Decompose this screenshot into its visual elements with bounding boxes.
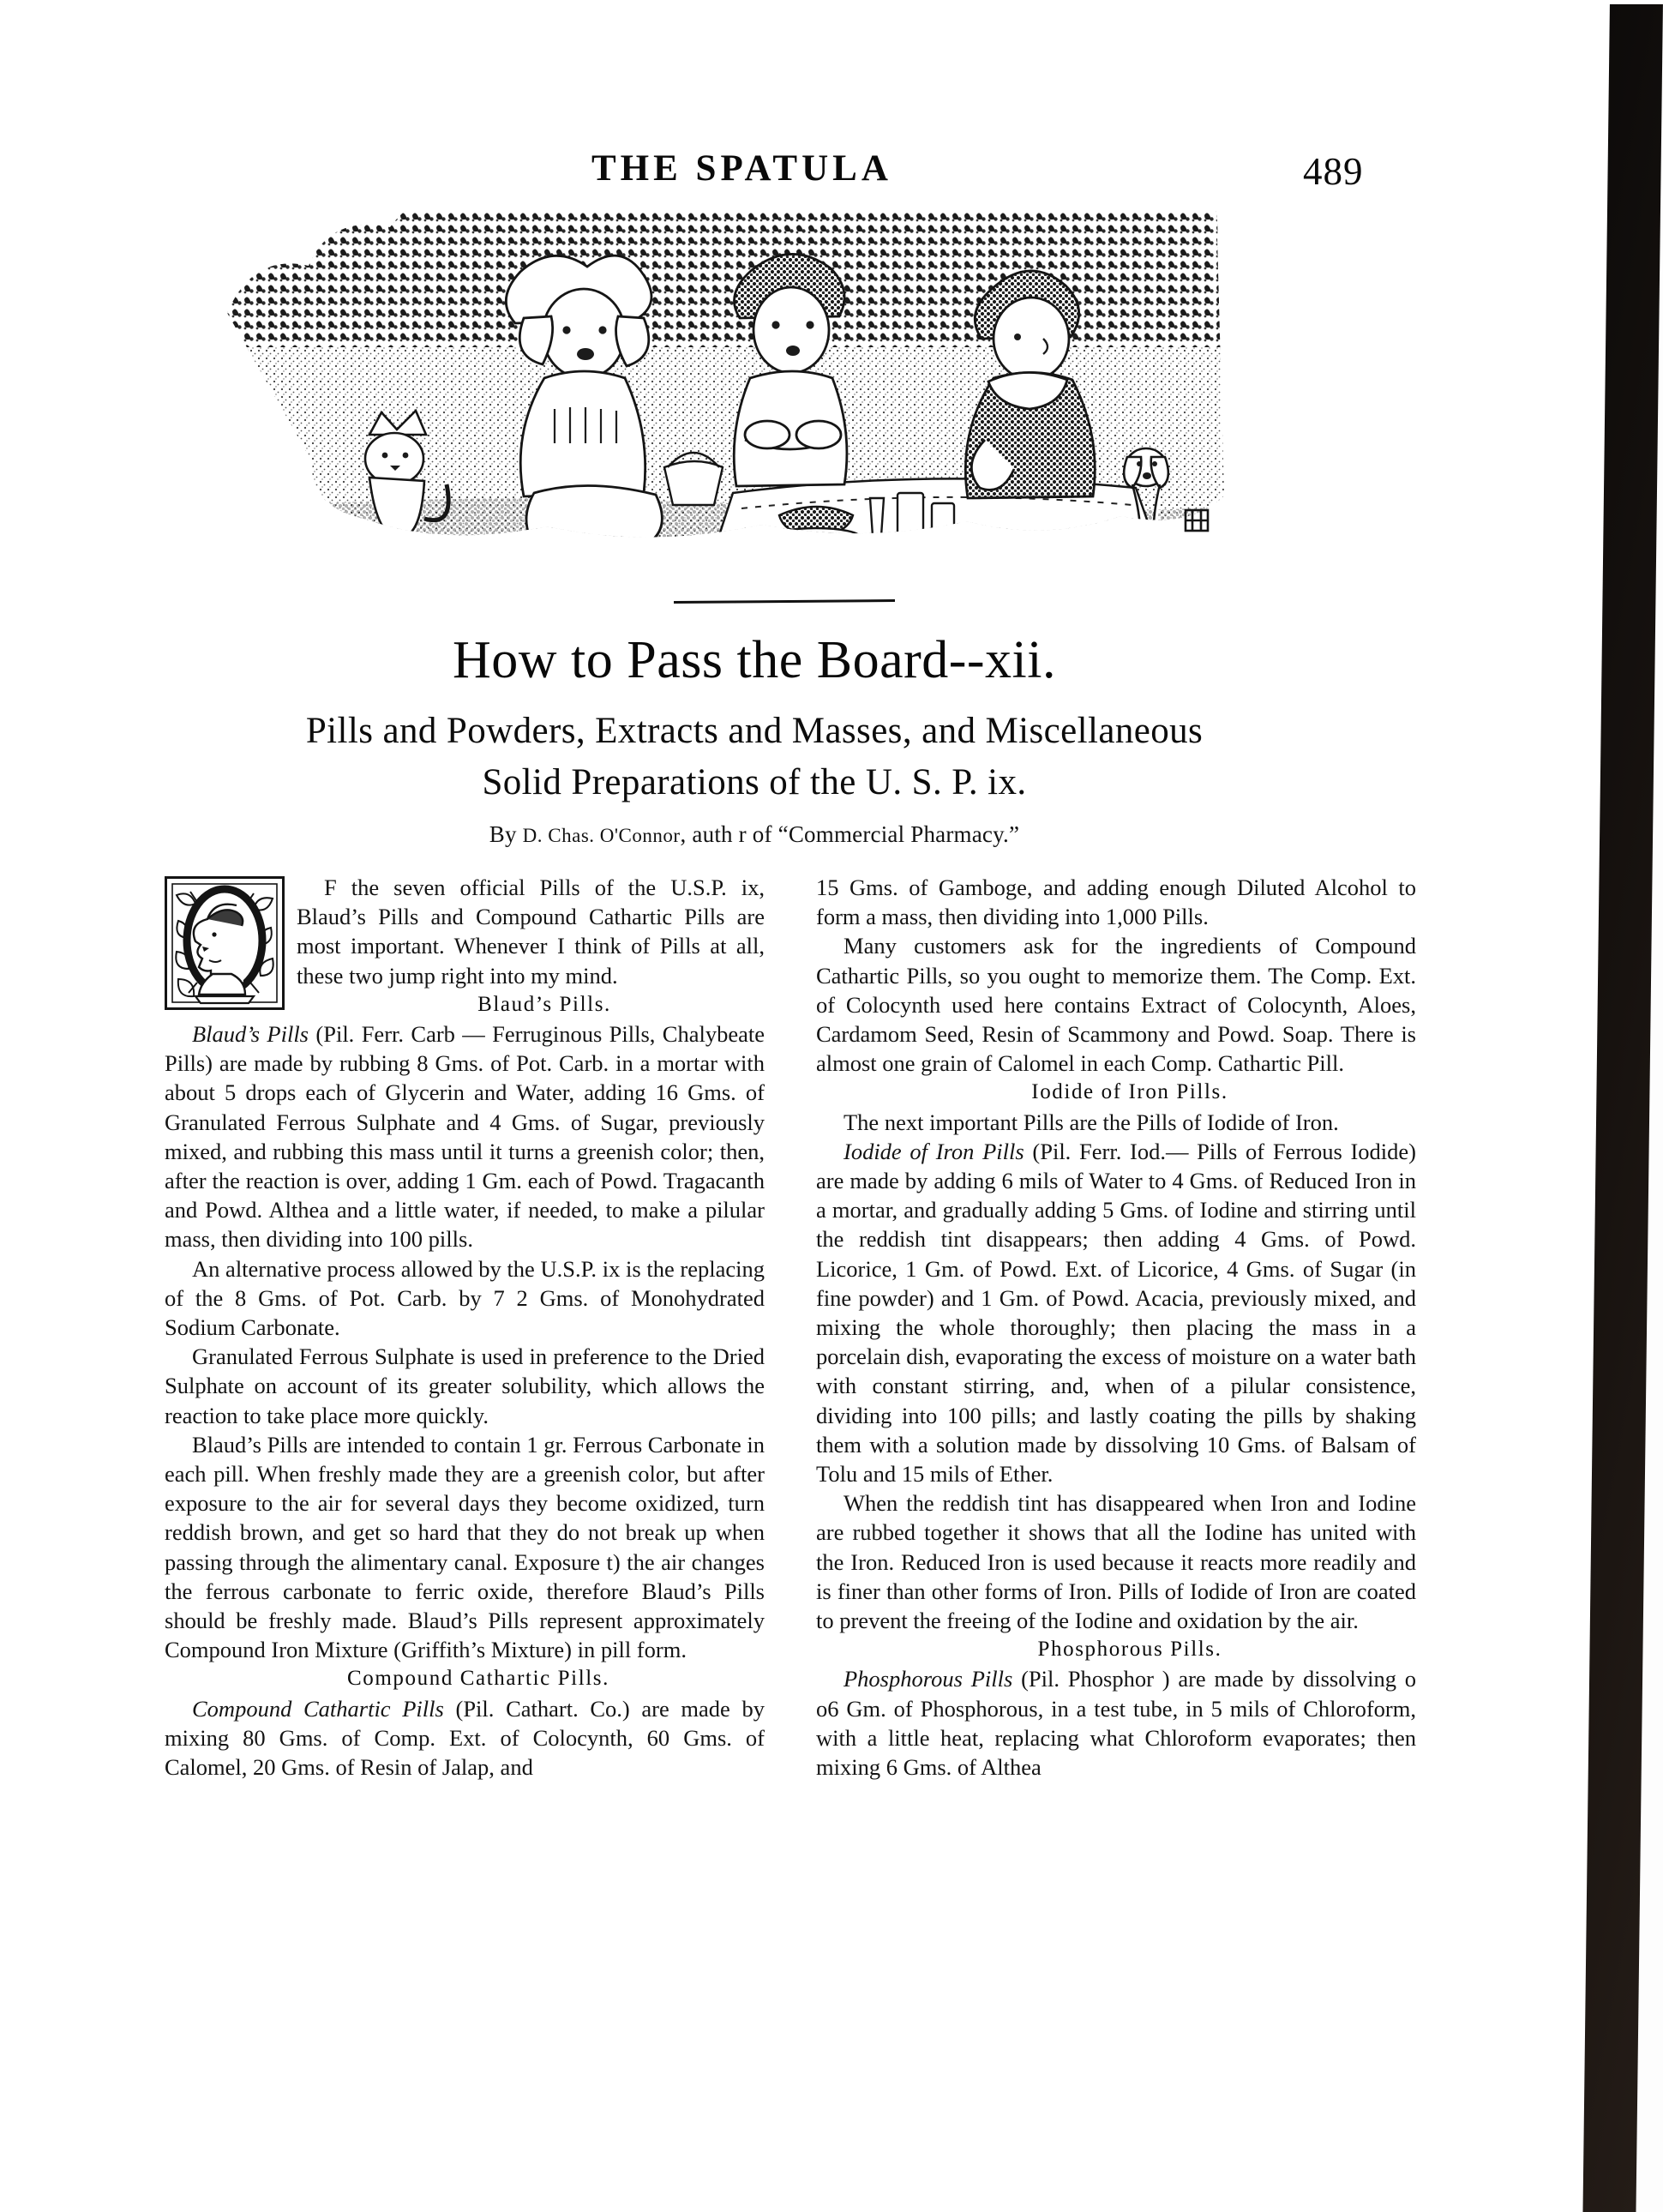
article-subtitle-line-2: Solid Preparations of the U. S. P. ix.	[482, 762, 1027, 802]
term-phosphorous-pills: Phosphorous Pills	[844, 1666, 1013, 1692]
right-text-column	[816, 873, 1416, 1782]
paragraph-granulated-sulphate: Granulated Ferrous Sulphate is used in preference to the Dried Sulphate on account of its greater solubility, which allows the reaction to take place more quickly.	[165, 1343, 765, 1428]
term-blauds-pills: Blaud’s Pills	[192, 1021, 309, 1048]
heading-compound-cathartic-pills: Compound Cathartic Pills.	[347, 1667, 609, 1691]
paragraph-iodide-definition-rest: (Pil. Ferr. Iod.— Pills of Ferrous Iodide) are made by adding 6 mils of Water to 4 Gms. of Reduced Iron in a mortar, and gradually adding 5 Gms. of Iodine and stirring until the reddish tint disappears; then adding 4 Gms. of Powd. Licorice, 1 Gm. of Powd. Ext. of Licorice, 4 Gms. of Sugar (in fine powder) and 1 Gm. of Powd. Acacia, previously mixed, and mixing the whole thoroughly; then placing the mass in a porcelain dish, evaporating the excess of moisture on a water bath with constant stirring, and, when of a pilular consistence, dividing into 100 pills; and lastly coating the pills by shaking them with a solution made by dissolving 10 Gms. of Balsam of Tolu and 15 mils of Ether.	[816, 1138, 1417, 1488]
paragraph-blauds-definition	[165, 1019, 765, 1254]
paragraph-gamboge-continuation: 15 Gms. of Gamboge, and adding enough Diluted Alcohol to form a mass, then dividing into 1,000 Pills.	[816, 875, 1416, 930]
byline-suffix: , auth r of “Commercial Pharmacy.”	[680, 821, 1020, 847]
article-subtitle-line-1: Pills and Powders, Extracts and Masses, and Miscellaneous	[305, 711, 1204, 751]
paragraph-phosphorous-definition-rest: (Pil. Phosphor ) are made by dissolving o o6 Gm. of Phosphorous, in a test tube, in 5 mils of Chloroform, with a little heat, replacing what Chloroform evaporates; then mixing 6 Gms. of Althea	[816, 1666, 1416, 1781]
byline-author: D. Chas. O'Connor	[522, 825, 681, 846]
opening-paragraph: F the seven official Pills of the U.S.P. ix, Blaud’s Pills and Compound Cathartic Pills are most important. Whenever I think of Pills at all, these two jump right into my mind.	[297, 875, 765, 989]
scan-edge-top-highlight	[0, 0, 1663, 4]
paragraph-ferrous-carbonate: Blaud’s Pills are intended to contain 1 gr. Ferrous Carbonate in each pill. When freshly made they are a greenish color, but after exposure to the air for several days they become oxidized, turn reddish brown, and get so hard that they do not break up when passing through the alimentary canal. Exposure t) the air changes the ferrous carbonate to ferric oxide, therefore Blaud’s Pills should be freshly made. Blaud’s Pills represent approximately Compound Iron Mixture (Griffith’s Mixture) in pill form.	[165, 1431, 765, 1663]
paragraph-compound-cathartic-rest: (Pil. Cathart. Co.) are made by mixing 80 Gms. of Comp. Ext. of Colocynth, 60 Gms. of Calomel, 20 Gms. of Resin of Jalap, and	[165, 1695, 765, 1781]
paragraph-phosphorous-definition	[816, 1664, 1416, 1782]
running-title: THE SPATULA	[591, 148, 892, 189]
dropcap-ornament-svg	[165, 876, 285, 1010]
ornamental-dropcap-o	[165, 876, 285, 1010]
byline	[0, 821, 1509, 848]
paragraph-compound-cathartic-definition	[165, 1694, 765, 1782]
heading-phosphorous-pills: Phosphorous Pills.	[1037, 1638, 1222, 1662]
paragraph-alternative-process: An alternative process allowed by the U.S.P. ix is the replacing of the 8 Gms. of Pot. Carb. by 7 2 Gms. of Monohydrated Sodium Carbonate.	[165, 1255, 765, 1341]
paragraph-reddish-tint: When the reddish tint has disappeared when Iron and Iodine are rubbed together it shows that all the Iodine has united with the Iron. Reduced Iron is used because it reacts more readily and is finer than other forms of Iron. Pills of Iodide of Iron are coated to prevent the freeing of the Iodine and oxidation by the air.	[816, 1490, 1416, 1634]
picnic-illustration-svg	[219, 210, 1312, 570]
picnic-illustration	[219, 210, 1312, 570]
byline-prefix: By	[489, 821, 523, 847]
paragraph-customers-ingredients: Many customers ask for the ingredients of Compound Cathartic Pills, so you ought to memorize them. The Comp. Ext. of Colocynth used here contains Extract of Colocynth, Aloes, Cardamom Seed, Resin of Scammony and Powd. Soap. There is almost one grain of Calomel in each Comp. Cathartic Pill.	[816, 933, 1416, 1077]
paragraph-blauds-definition-rest: (Pil. Ferr. Carb — Ferruginous Pills, Chalybeate Pills) are made by rubbing 8 Gms. of Pot. Carb. in a mortar with about 5 drops each of Glycerin and Water, adding 16 Gms. of Granulated Ferrous Sulphate and 4 Gms. of Sugar, previously mixed, and rubbing this mass until it turns a greenish color; then, after the reaction is over, adding 1 Gm. each of Powd. Tragacanth and Powd. Althea and a little water, if needed, to make a pilular mass, then dividing into 100 pills.	[165, 1021, 765, 1253]
paragraph-next-important-pills: The next important Pills are the Pills of Iodide of Iron.	[844, 1109, 1339, 1135]
term-iodide-of-iron-pills: Iodide of Iron Pills	[844, 1138, 1024, 1164]
left-text-column	[165, 873, 765, 1782]
heading-iodide-of-iron-pills: Iodide of Iron Pills.	[1031, 1080, 1228, 1104]
heading-blauds-pills: Blaud’s Pills.	[477, 992, 611, 1016]
term-compound-cathartic-pills: Compound Cathartic Pills	[192, 1695, 444, 1722]
running-head	[0, 147, 1509, 199]
article-title: How to Pass the Board--xii.	[452, 631, 1057, 689]
page-number: 489	[1303, 150, 1364, 193]
paragraph-iodide-definition	[816, 1137, 1416, 1488]
